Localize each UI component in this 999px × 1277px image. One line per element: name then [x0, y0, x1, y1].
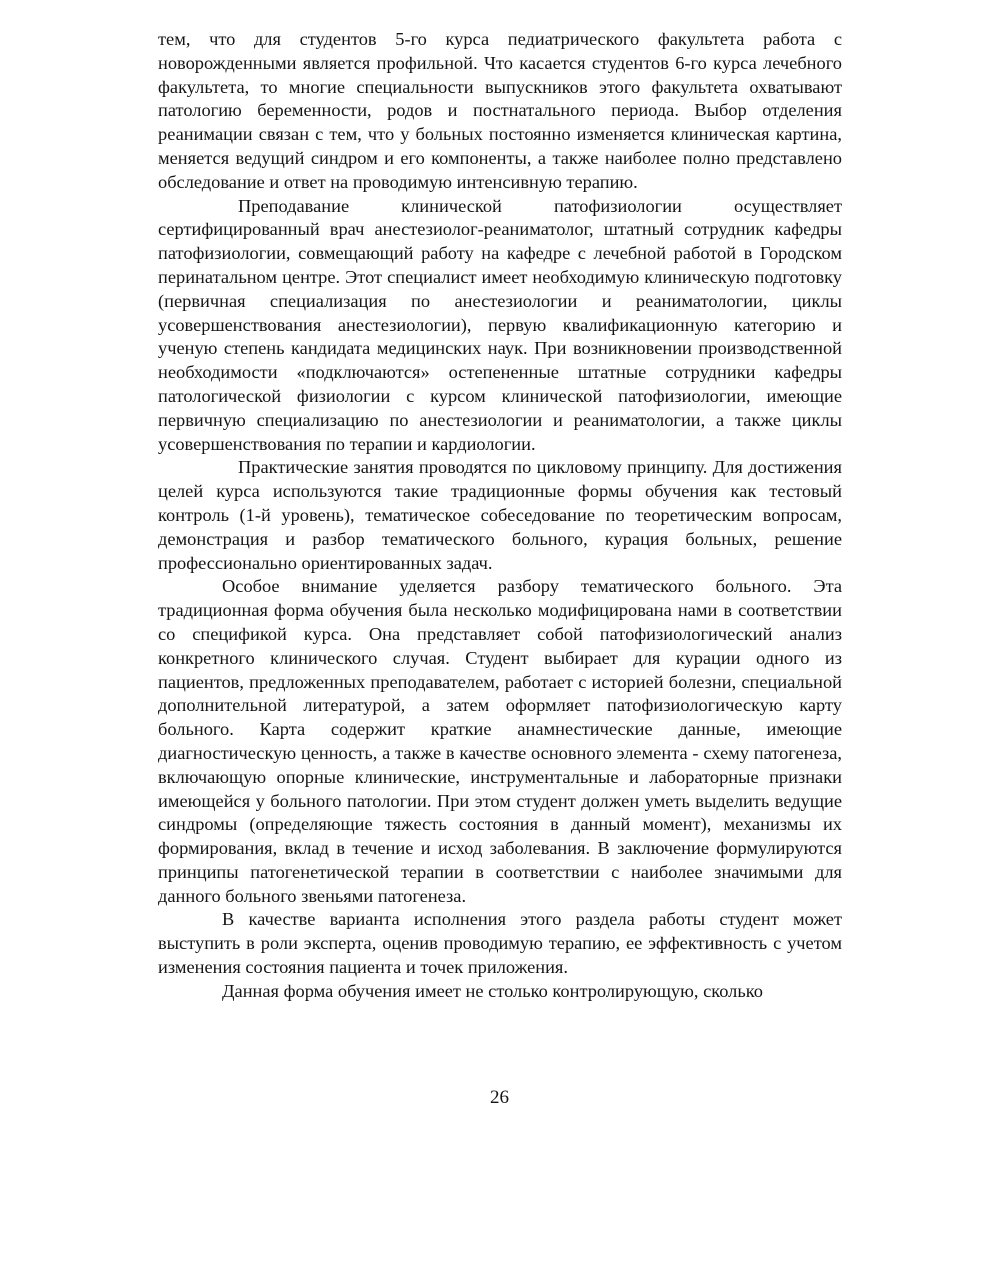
paragraph-4: Особое внимание уделяется разбору тематического больного. Эта традиционная форма обучения была несколько модифицирована нами в соответствии со спецификой курса. Она представляет собой патофизиологический анализ конкретного клинического случая. Студент выбирает для курации одного из пациентов, предложенных преподавателем, работает с историей болезни, специальной дополнительной литературой, а затем оформляет патофизиологическую карту больного. Карта содержит краткие анамнестические данные, имеющие диагностическую ценность, а также в качестве основного элемента - схему патогенеза, включающую опорные клинические, инструментальные и лабораторные признаки имеющейся у больного патологии. При этом студент должен уметь выделить ведущие синдромы (определяющие тяжесть состояния в данный момент), механизмы их формирования, вклад в течение и исход заболевания. В заключение формулируются принципы патогенетической терапии в соответствии с наиболее значимыми для данного больного звеньями патогенеза.	[158, 576, 842, 906]
paragraph-3: Практические занятия проводятся по цикловому принципу. Для достижения целей курса используются такие традиционные формы обучения как тестовый контроль (1-й уровень), тематическое собеседование по теоретическим вопросам, демонстрация и разбор тематического больного, курация больных, решение профессионально ориентированных задач.	[158, 457, 842, 573]
paragraph-2: Преподавание клинической патофизиологии осуществляет сертифицированный врач анестезиолог-реаниматолог, штатный сотрудник кафедры патофизиологии, совмещающий работу на кафедре с лечебной работой в Городском перинатальном центре. Этот специалист имеет необходимую клиническую подготовку (первичная специализация по анестезиологии и реаниматологии, циклы усовершенствования анестезиологии), первую квалификационную категорию и ученую степень кандидата медицинских наук. При возникновении производственной необходимости «подключаются» остепененные штатные сотрудники кафедры патологической физиологии с курсом клинической патофизиологии, имеющие первичную специализацию по анестезиологии и реаниматологии, а также циклы усовершенствования по терапии и кардиологии.	[158, 195, 842, 454]
paragraph-1: тем, что для студентов 5-го курса педиатрического факультета работа с новорожденными является профильной. Что касается студентов 6-го курса лечебного факультета, то многие специальности выпускников этого факультета охватывают патологию беременности, родов и постнатального периода. Выбор отделения реанимации связан с тем, что у больных постоянно изменяется клиническая картина, меняется ведущий синдром и его компоненты, а также наиболее полно представлено обследование и ответ на проводимую интенсивную терапию.	[158, 29, 842, 192]
page-number: 26	[490, 1087, 509, 1108]
document-body	[158, 28, 842, 1004]
paragraph-6: Данная форма обучения имеет не столько контролирующую, сколько	[222, 980, 763, 1001]
paragraph-5: В качестве варианта исполнения этого раздела работы студент может выступить в роли эксперта, оценив проводимую терапию, ее эффективность с учетом изменения состояния пациента и точек приложения.	[158, 909, 842, 978]
